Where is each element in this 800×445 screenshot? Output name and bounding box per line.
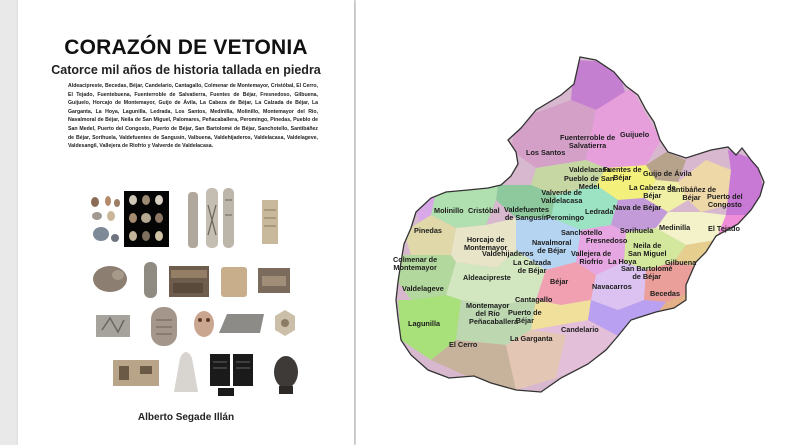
label-colmenar: Colmenar de Montemayor [393, 255, 438, 273]
seal-photo [275, 310, 295, 336]
rock-carving-photo [169, 266, 209, 297]
stone-tools-photo [91, 196, 120, 242]
label-pinedas: Pinedas [414, 226, 442, 235]
pottery-photo [221, 267, 247, 297]
label-la-hoya: La Hoya [608, 257, 637, 266]
label-los-santos: Los Santos [526, 148, 566, 157]
label-pueblo-san-medel: Pueblo de San Medel [564, 174, 615, 192]
label-guijuelo: Guijuelo [620, 130, 650, 139]
label-santibanez: Santibáñez de Béjar [667, 185, 717, 203]
label-fuentes: Fuentes de Béjar [603, 165, 642, 183]
inscription-photo [144, 262, 157, 298]
label-gilbuena: Gilbuena [665, 258, 697, 267]
label-el-tejado: El Tejado [708, 224, 740, 233]
label-calzada: La Calzada de Béjar [513, 258, 552, 276]
tombstone-photo [151, 307, 177, 346]
label-neila: Neila de San Miguel [628, 241, 667, 259]
town-list-text: Aldeacipreste, Becedas, Béjar, Candelario, Cantagallo, Colmenar de Montemayor, Cristóbal, El Cerro, El Tejado, Fuentebuena, Fuenterroble de Salvatierra, Fuentes de Béjar, Fresnedoso, Gilbuena, Guijuelo, Horcajo de Montemayor, Guijo de Ávila, La Cabeza de Béjar, La Calzada de Béjar, La Garganta, La Hoya, Lagunilla, Ledrada, Los Santos, Medinilla, Molinillo, Montemayor del Río, Navalmoral de Béjar, Neila de San Miguel, Palomares, Peñacaballera, Peromingo, Pinedas, Pueblo de San Medel, Puerto del Congosto, Puerto de Béjar, San Bartolomé de Béjar, Sanchotello, Santibáñez de Béjar, Sorihuela, Valdefuentes de Sangusín, Valbuena, Valdehijaderos, Valdelacasa, Valdelageve, Valdesangil, Vallejera de Riofrío y Valverde de Valdelacasa. [68, 83, 318, 150]
flint-grid-photo [124, 191, 169, 247]
label-becedas: Becedas [650, 289, 681, 298]
verraco-photo [93, 266, 127, 292]
label-valdelacasa: Valdelacasa [569, 165, 611, 174]
label-valdehijaderos: Valdehijaderos [482, 249, 534, 258]
label-valdelageve: Valdelageve [402, 284, 444, 293]
municipality-map [356, 0, 800, 445]
house-facade-photo [113, 360, 159, 386]
virgin-statue-photo [174, 352, 198, 392]
map-regions [356, 0, 800, 445]
label-el-cerro: El Cerro [449, 340, 478, 349]
stele-photos [188, 188, 278, 248]
book-subtitle: Catorce mil años de historia tallada en piedra [51, 63, 321, 77]
label-horcajo: Horcajo de Montemayor [464, 235, 508, 253]
label-cabeza: La Cabeza de Béjar [629, 183, 676, 201]
label-aldeacipreste: Aldeacipreste [463, 273, 511, 282]
label-cantagallo: Cantagallo [515, 295, 553, 304]
label-molinillo: Molinillo [434, 206, 464, 215]
label-peromingo: Peromingo [546, 213, 585, 222]
artifact-photo-collage [18, 0, 354, 445]
label-vallejera: Vallejera de Riofrío [571, 249, 612, 267]
book-cover [18, 0, 354, 445]
relief-photo [96, 315, 130, 337]
label-candelario: Candelario [561, 325, 599, 334]
stone-slab-photo [219, 314, 264, 333]
label-puerto-congosto: Puerto del Congosto [707, 192, 743, 210]
label-montemayor: Montemayor del Río [466, 301, 510, 319]
label-fuenterroble: Fuenterroble de Salvatierra [560, 133, 616, 151]
label-bejar: Béjar [550, 277, 569, 286]
label-valdefuentes: Valdefuentes de Sangusín [504, 205, 550, 223]
label-penacaballera: Peñacaballera [469, 317, 519, 326]
label-puerto-bejar: Puerto de Béjar [508, 308, 542, 326]
mask-carving-photo [194, 311, 214, 337]
label-medinilla: Medinilla [659, 223, 691, 232]
book-author: Alberto Segade Illán [137, 412, 235, 423]
label-san-bartolome: San Bartolomé de Béjar [621, 264, 673, 282]
label-ledrada: Ledrada [585, 207, 614, 216]
label-navacarros: Navacarros [592, 282, 632, 291]
label-valverde: Valverde de Valdelacasa [541, 188, 583, 206]
label-nava: Nava de Béjar [613, 203, 662, 212]
label-guijo: Guijo de Ávila [643, 169, 692, 178]
label-la-garganta: La Garganta [510, 334, 553, 343]
plaques-photo [210, 354, 253, 396]
label-sorihuela: Sorihuela [620, 226, 654, 235]
label-sanchotello: Sanchotello [561, 228, 603, 237]
book-title: CORAZÓN DE VETONIA [64, 36, 308, 59]
label-fresnedoso: Fresnedoso [586, 236, 628, 245]
label-navalmoral: Navalmoral de Béjar [532, 238, 572, 256]
carved-head-photo [274, 356, 298, 394]
dolmen-photo [258, 268, 290, 293]
label-cristobal: Cristóbal [468, 206, 500, 215]
label-lagunilla: Lagunilla [408, 319, 441, 328]
